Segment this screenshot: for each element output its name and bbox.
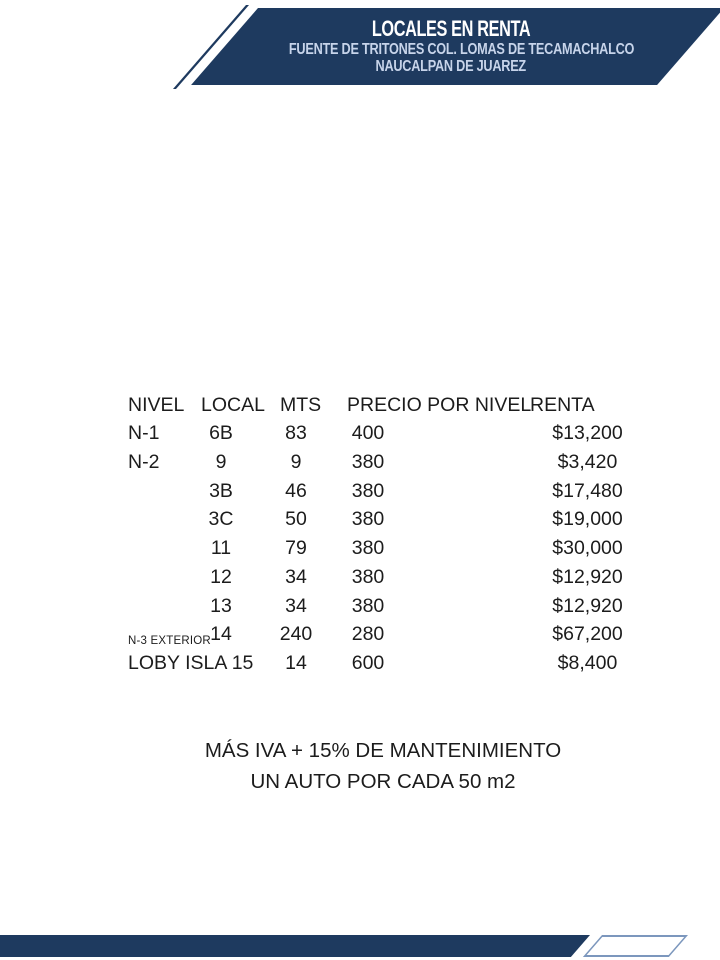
header-precio-por-nivel: PRECIO POR NIVEL — [347, 394, 532, 416]
cell-renta: $17,480 — [552, 479, 623, 502]
table-row — [0, 421, 720, 446]
cell-renta: $12,920 — [552, 565, 623, 588]
cell-precio: 380 — [351, 537, 385, 559]
cell-nivel: N-2 — [128, 450, 160, 473]
banner-subtitle-city: NAUCALPAN DE JUAREZ — [375, 57, 527, 75]
cell-mts: 46 — [285, 479, 307, 502]
table-row — [0, 507, 720, 532]
table-row — [0, 622, 720, 647]
cell-precio: 380 — [351, 479, 385, 502]
cell-mts: 240 — [279, 623, 313, 646]
cell-renta: $12,920 — [552, 594, 623, 617]
cell-mts: 79 — [285, 537, 307, 559]
header-renta: RENTA — [530, 394, 595, 416]
cell-renta: $13,200 — [552, 422, 623, 444]
header-banner — [0, 8, 720, 85]
footer-note — [43, 735, 720, 797]
cell-precio: 380 — [351, 450, 385, 473]
banner-subtitle-address: FUENTE DE TRITONES COL. LOMAS DE TECAMACHALCO — [288, 41, 635, 58]
cell-precio: 600 — [351, 652, 385, 674]
footer-line-iva: MÁS IVA + 15% DE MANTENIMIENTO — [204, 739, 562, 762]
cell-precio: 400 — [351, 422, 385, 444]
cell-local: 6B — [209, 422, 233, 444]
cell-local: 14 — [210, 623, 232, 646]
banner-text-block — [251, 16, 651, 75]
cell-precio: 380 — [351, 565, 385, 588]
cell-precio: 280 — [351, 623, 385, 646]
banner-title: LOCALES EN RENTA — [371, 16, 531, 41]
cell-local: 3B — [209, 479, 233, 502]
cell-renta: $8,400 — [557, 652, 618, 674]
footer-line-auto: UN AUTO POR CADA 50 m2 — [250, 770, 516, 793]
cell-nivel: LOBY ISLA 15 — [128, 652, 254, 674]
table-row — [0, 565, 720, 590]
table-row — [0, 479, 720, 504]
cell-mts: 9 — [290, 450, 302, 473]
footer-band — [0, 935, 590, 957]
header-mts: MTS — [280, 394, 322, 416]
cell-nivel: N-3 EXTERIOR — [128, 635, 211, 648]
table-row — [0, 450, 720, 475]
cell-local: 11 — [210, 537, 232, 559]
cell-precio: 380 — [351, 594, 385, 617]
cell-nivel: N-1 — [128, 422, 160, 444]
cell-mts: 50 — [285, 508, 307, 531]
cell-renta: $3,420 — [557, 450, 618, 473]
cell-renta: $67,200 — [552, 623, 623, 646]
cell-local: 12 — [210, 565, 232, 588]
cell-mts: 34 — [285, 565, 307, 588]
cell-local: 3C — [208, 508, 234, 531]
cell-precio: 380 — [351, 508, 385, 531]
cell-mts: 34 — [285, 594, 307, 617]
cell-renta: $30,000 — [552, 537, 623, 559]
header-local: LOCAL — [201, 394, 265, 416]
table-row — [0, 594, 720, 619]
cell-local: 13 — [210, 594, 232, 617]
cell-renta: $19,000 — [552, 508, 623, 531]
cell-mts: 14 — [285, 652, 307, 674]
footer-band-outline — [583, 935, 688, 957]
header-nivel: NIVEL — [128, 394, 185, 416]
table-row — [0, 651, 720, 676]
cell-mts: 83 — [285, 422, 307, 444]
table-row — [0, 536, 720, 561]
cell-local: 9 — [215, 450, 227, 473]
